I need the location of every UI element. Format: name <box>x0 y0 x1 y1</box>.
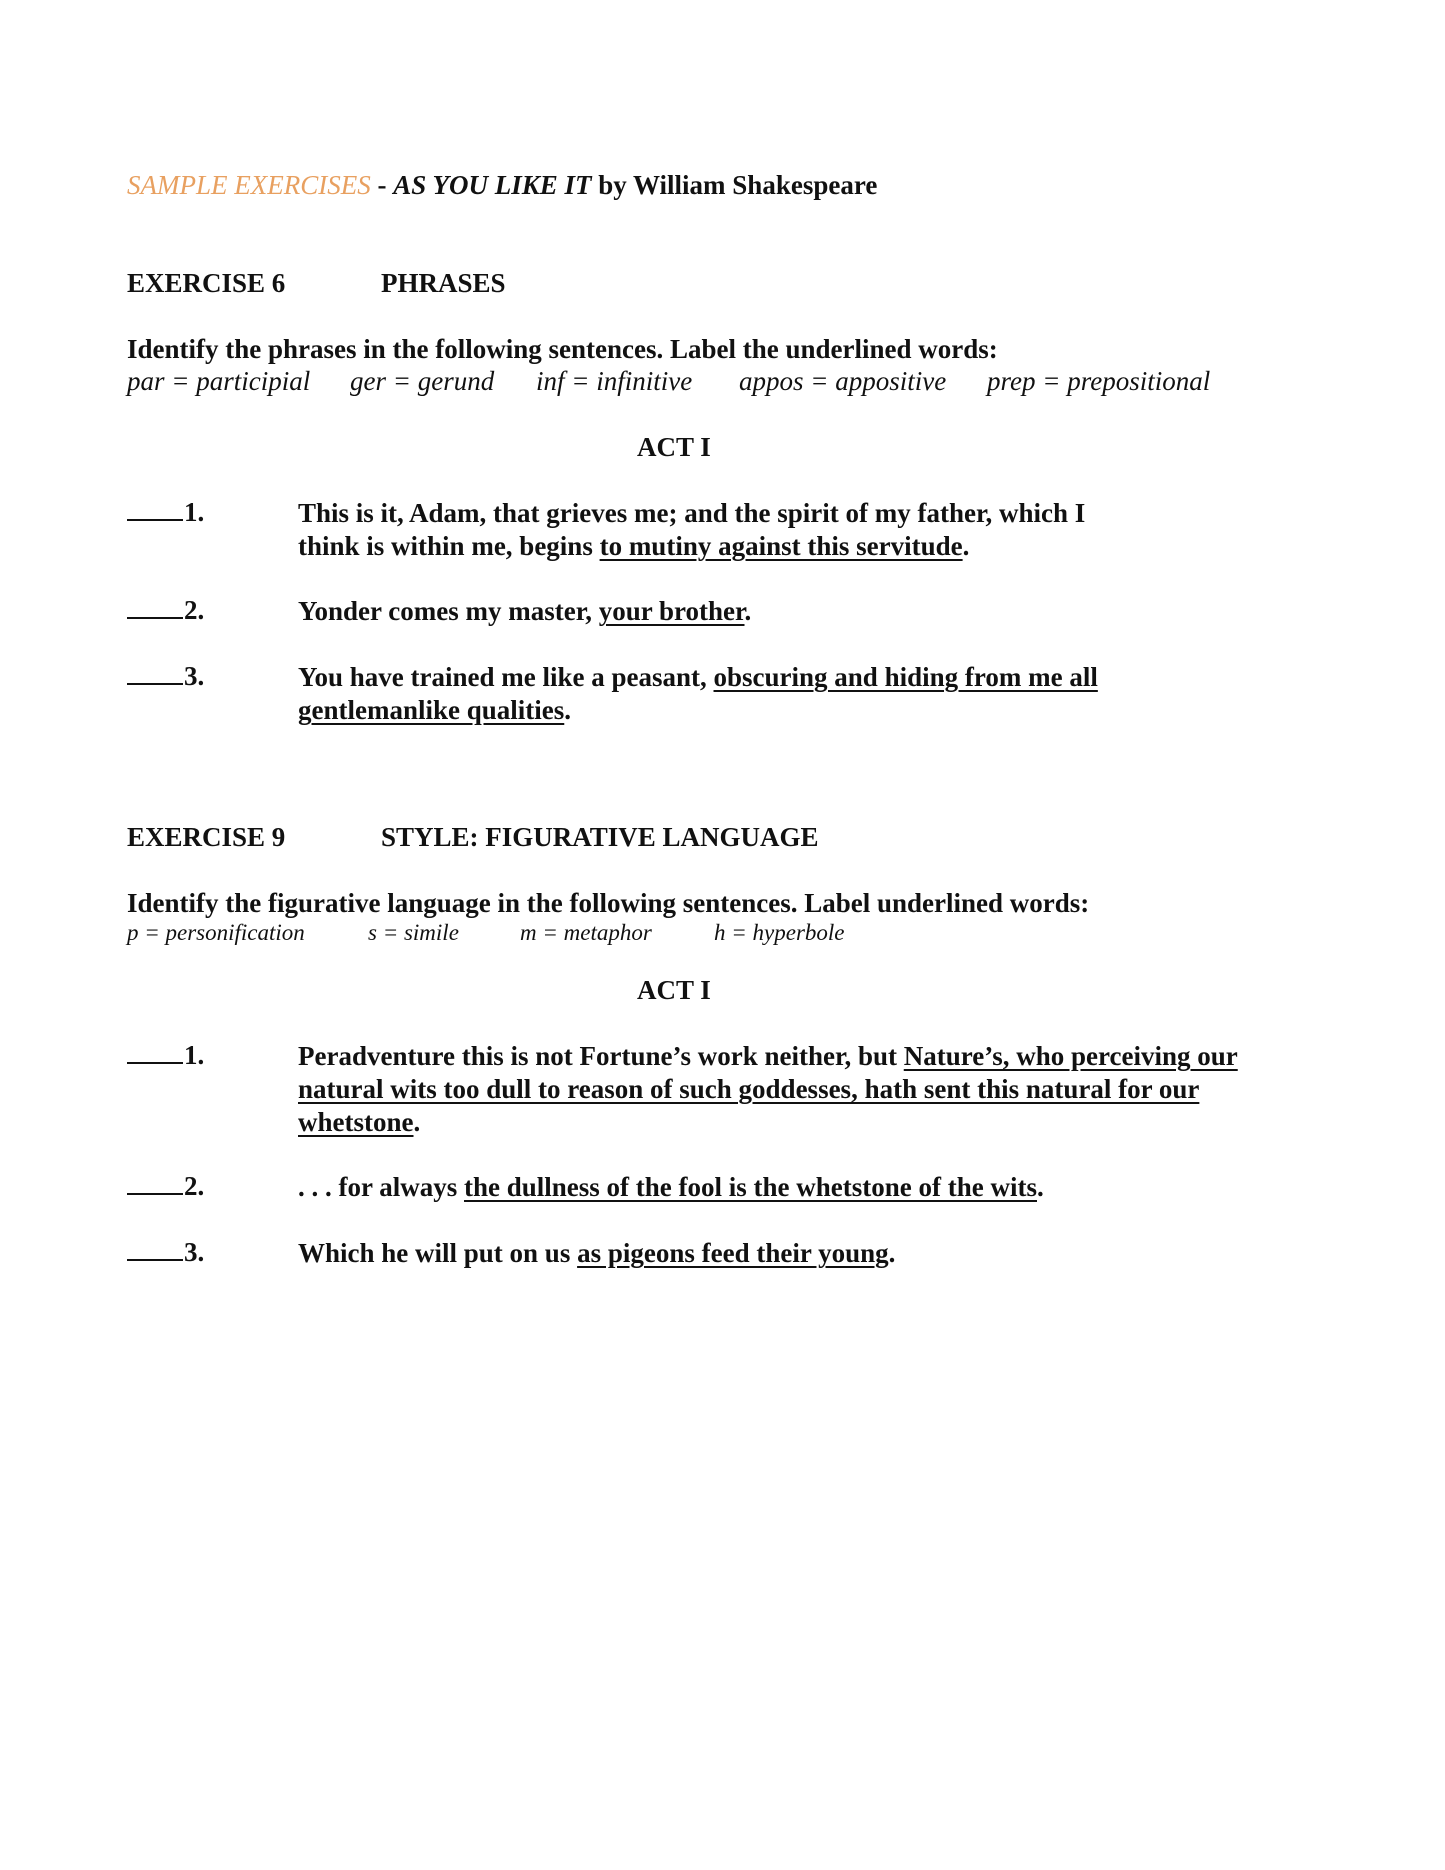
legend-item: inf = infinitive <box>536 366 693 396</box>
underlined-phrase: Nature’s, who perceiving our natural wits too dull to reason of such goddesses, hath sent this natural for our whetstone <box>298 1041 1238 1137</box>
underlined-phrase: as pigeons feed their young <box>577 1238 889 1268</box>
exercise9-item1-number: 1. <box>127 1040 204 1071</box>
exercise9-instruction: Identify the figurative language in the following sentences. Label underlined words: <box>127 888 1090 918</box>
exercise9-topic: STYLE: FIGURATIVE LANGUAGE <box>381 822 819 852</box>
answer-blank[interactable] <box>127 661 183 685</box>
exercise9-act: ACT I <box>637 975 711 1005</box>
legend-item: m = metaphor <box>520 920 652 945</box>
underlined-phrase: your brother <box>598 596 745 626</box>
exercise6-item3-number: 3. <box>127 661 204 692</box>
answer-blank[interactable] <box>127 1040 183 1064</box>
exercise9-legend <box>127 920 1127 950</box>
underlined-phrase: the dullness of the fool is the whetstone of the wits <box>464 1172 1037 1202</box>
legend-item: h = hyperbole <box>714 920 845 945</box>
exercise6-legend <box>127 366 1327 400</box>
exercise9-item1-text: Peradventure this is not Fortune’s work neither, but Nature’s, who perceiving our natural wits too dull to reason of such goddesses, hath sent this natural for our whetstone. <box>298 1041 1238 1137</box>
legend-item: par = participial <box>127 366 311 396</box>
title-separator: - <box>370 170 394 200</box>
answer-blank[interactable] <box>127 1237 183 1261</box>
exercise6-act: ACT I <box>637 432 711 462</box>
legend-item: prep = prepositional <box>987 366 1211 396</box>
document-title <box>127 170 877 201</box>
exercise6-item2-text: Yonder comes my master, your brother. <box>298 596 752 626</box>
underlined-phrase: to mutiny against this servitude <box>599 531 963 561</box>
exercise9-item2-number: 2. <box>127 1171 204 1202</box>
exercise9-label: EXERCISE 9 <box>127 822 286 852</box>
exercise6-topic: PHRASES <box>381 268 506 298</box>
exercise6-item1-text: This is it, Adam, that grieves me; and the spirit of my father, which I think is within me, begins to mutiny against this servitude. <box>298 498 1086 561</box>
exercise6-item3-text: You have trained me like a peasant, obscuring and hiding from me all gentlemanlike qualities. <box>298 662 1098 725</box>
legend-item: s = simile <box>368 920 459 945</box>
legend-item: ger = gerund <box>350 366 495 396</box>
exercise6-instruction: Identify the phrases in the following sentences. Label the underlined words: <box>127 334 998 364</box>
exercise9-item3-number: 3. <box>127 1237 204 1268</box>
answer-blank[interactable] <box>127 497 183 521</box>
exercise6-item2-number: 2. <box>127 595 204 626</box>
exercise9-item2-text: . . . for always the dullness of the fool is the whetstone of the wits. <box>298 1172 1044 1202</box>
exercise6-label: EXERCISE 6 <box>127 268 286 298</box>
answer-blank[interactable] <box>127 595 183 619</box>
exercise9-item3-text: Which he will put on us as pigeons feed their young. <box>298 1238 896 1268</box>
title-accent: SAMPLE EXERCISES <box>127 170 371 200</box>
legend-item: p = personification <box>127 920 305 945</box>
legend-item: appos = appositive <box>739 366 947 396</box>
title-work: AS YOU LIKE IT <box>393 170 592 200</box>
answer-blank[interactable] <box>127 1171 183 1195</box>
underlined-phrase: obscuring and hiding from me all gentlemanlike qualities <box>298 662 1098 725</box>
exercise6-item1-number: 1. <box>127 497 204 528</box>
title-author: by William Shakespeare <box>591 170 878 200</box>
